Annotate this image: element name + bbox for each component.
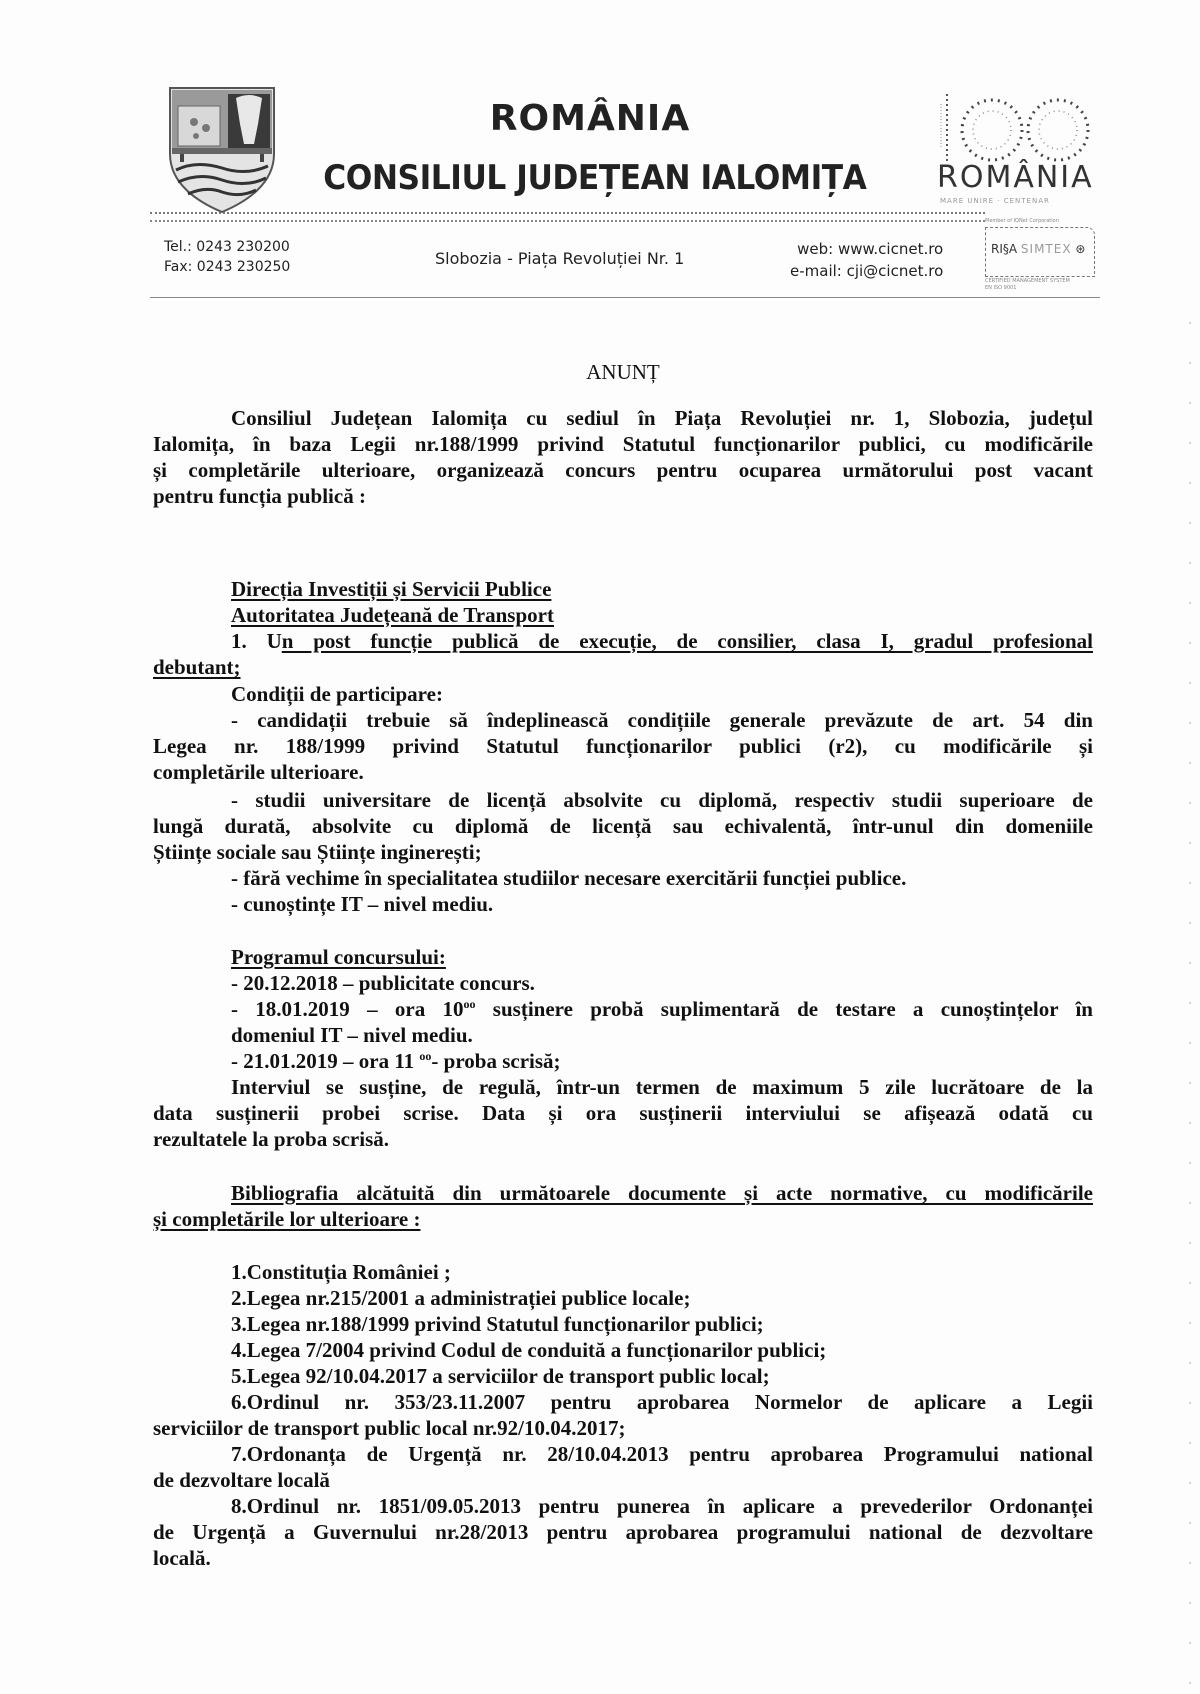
bibliography-item: 7.Ordonanța de Urgență nr. 28/10.04.2013 pentru aprobarea Programului national — [231, 1442, 1093, 1466]
schedule-item: - 18.01.2019 – ora $10^{oo}$ susținere probă suplimentară de testare a cunoștințelor în — [231, 997, 1093, 1021]
post-line — [231, 629, 1093, 654]
interview-line: rezultatele la proba scrisă. — [153, 1127, 390, 1151]
contact-address: Slobozia - Piața Revoluției Nr. 1 — [435, 249, 685, 268]
bibliography-item: 1.Constituția României ; — [231, 1260, 451, 1284]
header-bottom-rule — [150, 297, 1100, 298]
bibliography-item-continuation: de dezvoltare locală — [153, 1468, 330, 1492]
post-description: n post funcție publică de execuție, de consilier, clasa I, gradul profesional — [281, 629, 1093, 653]
certification-badge — [985, 227, 1095, 277]
phone-number: Tel.: 0243 230200 — [164, 239, 290, 255]
intro-line: Ialomița, în baza Legii nr.188/1999 privind Statutul funcționarilor publici, cu modificările — [153, 432, 1093, 456]
schedule-item: - 21.01.2019 – ora 11 $^{oo}$- proba scrisă; — [231, 1049, 561, 1073]
post-prefix: 1. U — [231, 629, 282, 653]
department-title: Direcția Investiții și Servicii Publice — [231, 577, 552, 601]
letterhead-institution: CONSILIUL JUDEȚEAN IALOMIȚA — [323, 158, 867, 198]
schedule-item: - 20.12.2018 – publicitate concurs. — [231, 971, 535, 995]
intro-line: Consiliul Județean Ialomița cu sediul în Piața Revoluției nr. 1, Slobozia, județul — [231, 406, 1093, 430]
contact-web-email — [790, 238, 943, 282]
bibliography-item: 3.Legea nr.188/1999 privind Statutul funcționarilor publici; — [231, 1312, 764, 1336]
fax-number: Fax: 0243 230250 — [164, 259, 291, 275]
condition-line: Legea nr. 188/1999 privind Statutul funcționarilor publici (r2), cu modificările și — [153, 734, 1093, 758]
condition-line: - studii universitare de licență absolvite cu diplomă, respectiv studii superioare de — [231, 788, 1093, 812]
bibliography-item-continuation: serviciilor de transport public local nr.92/10.04.2017; — [153, 1416, 626, 1440]
letterhead-country: ROMÂNIA — [489, 98, 691, 139]
bibliography-item: 8.Ordinul nr. 1851/09.05.2013 pentru punerea în aplicare a prevederilor Ordonanței — [231, 1494, 1093, 1518]
intro-line: și completările ulterioare, organizează concurs pentru ocuparea următorului post vacant — [153, 458, 1093, 482]
subdepartment-title: Autoritatea Județeană de Transport — [231, 603, 554, 627]
bibliography-item: 5.Legea 92/10.04.2017 a serviciilor de transport public local; — [231, 1364, 770, 1388]
bibliography-item: 2.Legea nr.215/2001 a administrației publice locale; — [231, 1286, 691, 1310]
schedule-item-continuation: domeniul IT – nivel mediu. — [231, 1023, 473, 1047]
bibliography-title: Bibliografia alcătuită din următoarele documente și acte normative, cu modificările — [231, 1181, 1093, 1205]
announcement-heading: ANUNȚ — [586, 360, 660, 384]
certification-name-b: SIMTEX — [1020, 242, 1072, 256]
centenary-logo-subtitle: MARE UNIRE · CENTENAR — [940, 197, 1050, 205]
bibliography-title: și completările lor ulterioare : — [153, 1207, 421, 1231]
certification-name-a: RI§A — [991, 242, 1018, 256]
coat-of-arms-icon — [166, 84, 278, 214]
certification-name — [991, 242, 1085, 256]
bibliography-item-continuation: de Urgență a Guvernului nr.28/2013 pentru aprobarea programului national de dezvoltare — [153, 1520, 1093, 1544]
bibliography-item: 6.Ordinul nr. 353/23.11.2007 pentru aprobarea Normelor de aplicare a Legii — [231, 1390, 1093, 1414]
condition-line: - cunoștințe IT – nivel mediu. — [231, 892, 494, 916]
contact-phone-fax — [164, 237, 290, 277]
centenary-logo-text: ROMÂNIA — [937, 160, 1094, 195]
condition-line: Științe sociale sau Științe inginerești; — [153, 840, 482, 864]
bibliography-item-continuation: locală. — [153, 1546, 211, 1570]
interview-line: data susținerii probei scrise. Data și ora susținerii interviului se afișează odată cu — [153, 1101, 1093, 1125]
scan-margin-marks — [1189, 310, 1191, 1690]
bibliography-item: 4.Legea 7/2004 privind Codul de conduită a funcționarilor publici; — [231, 1338, 827, 1362]
conditions-title: Condiții de participare: — [231, 682, 443, 706]
post-continuation: debutant; — [153, 655, 241, 679]
certification-top-text: Member of IQNet Corporation — [985, 218, 1059, 224]
website-link[interactable]: web: www.cicnet.ro — [797, 240, 944, 258]
condition-line: - fără vechime în specialitatea studiilor necesare exercitării funcției publice. — [231, 866, 907, 890]
condition-line: completările ulterioare. — [153, 760, 364, 784]
email-link[interactable]: e-mail: cji@cicnet.ro — [790, 262, 944, 280]
schedule-title: Programul concursului: — [231, 945, 446, 969]
letterhead-divider — [150, 212, 985, 222]
intro-line: pentru funcția publică : — [153, 484, 366, 508]
condition-line: lungă durată, absolvite cu diplomă de licență sau echivalentă, într-unul din domeniile — [153, 814, 1093, 838]
certification-bottom-text: CERTIFIED MANAGEMENT SYSTEM EN ISO 9001 — [985, 278, 1070, 291]
interview-line: Interviul se susține, de regulă, într-un termen de maximum 5 zile lucrătoare de la — [231, 1075, 1093, 1099]
condition-line: - candidații trebuie să îndeplinească condițiile generale prevăzute de art. 54 din — [231, 708, 1093, 732]
certification-seal-icon: ⊛ — [1075, 242, 1086, 256]
